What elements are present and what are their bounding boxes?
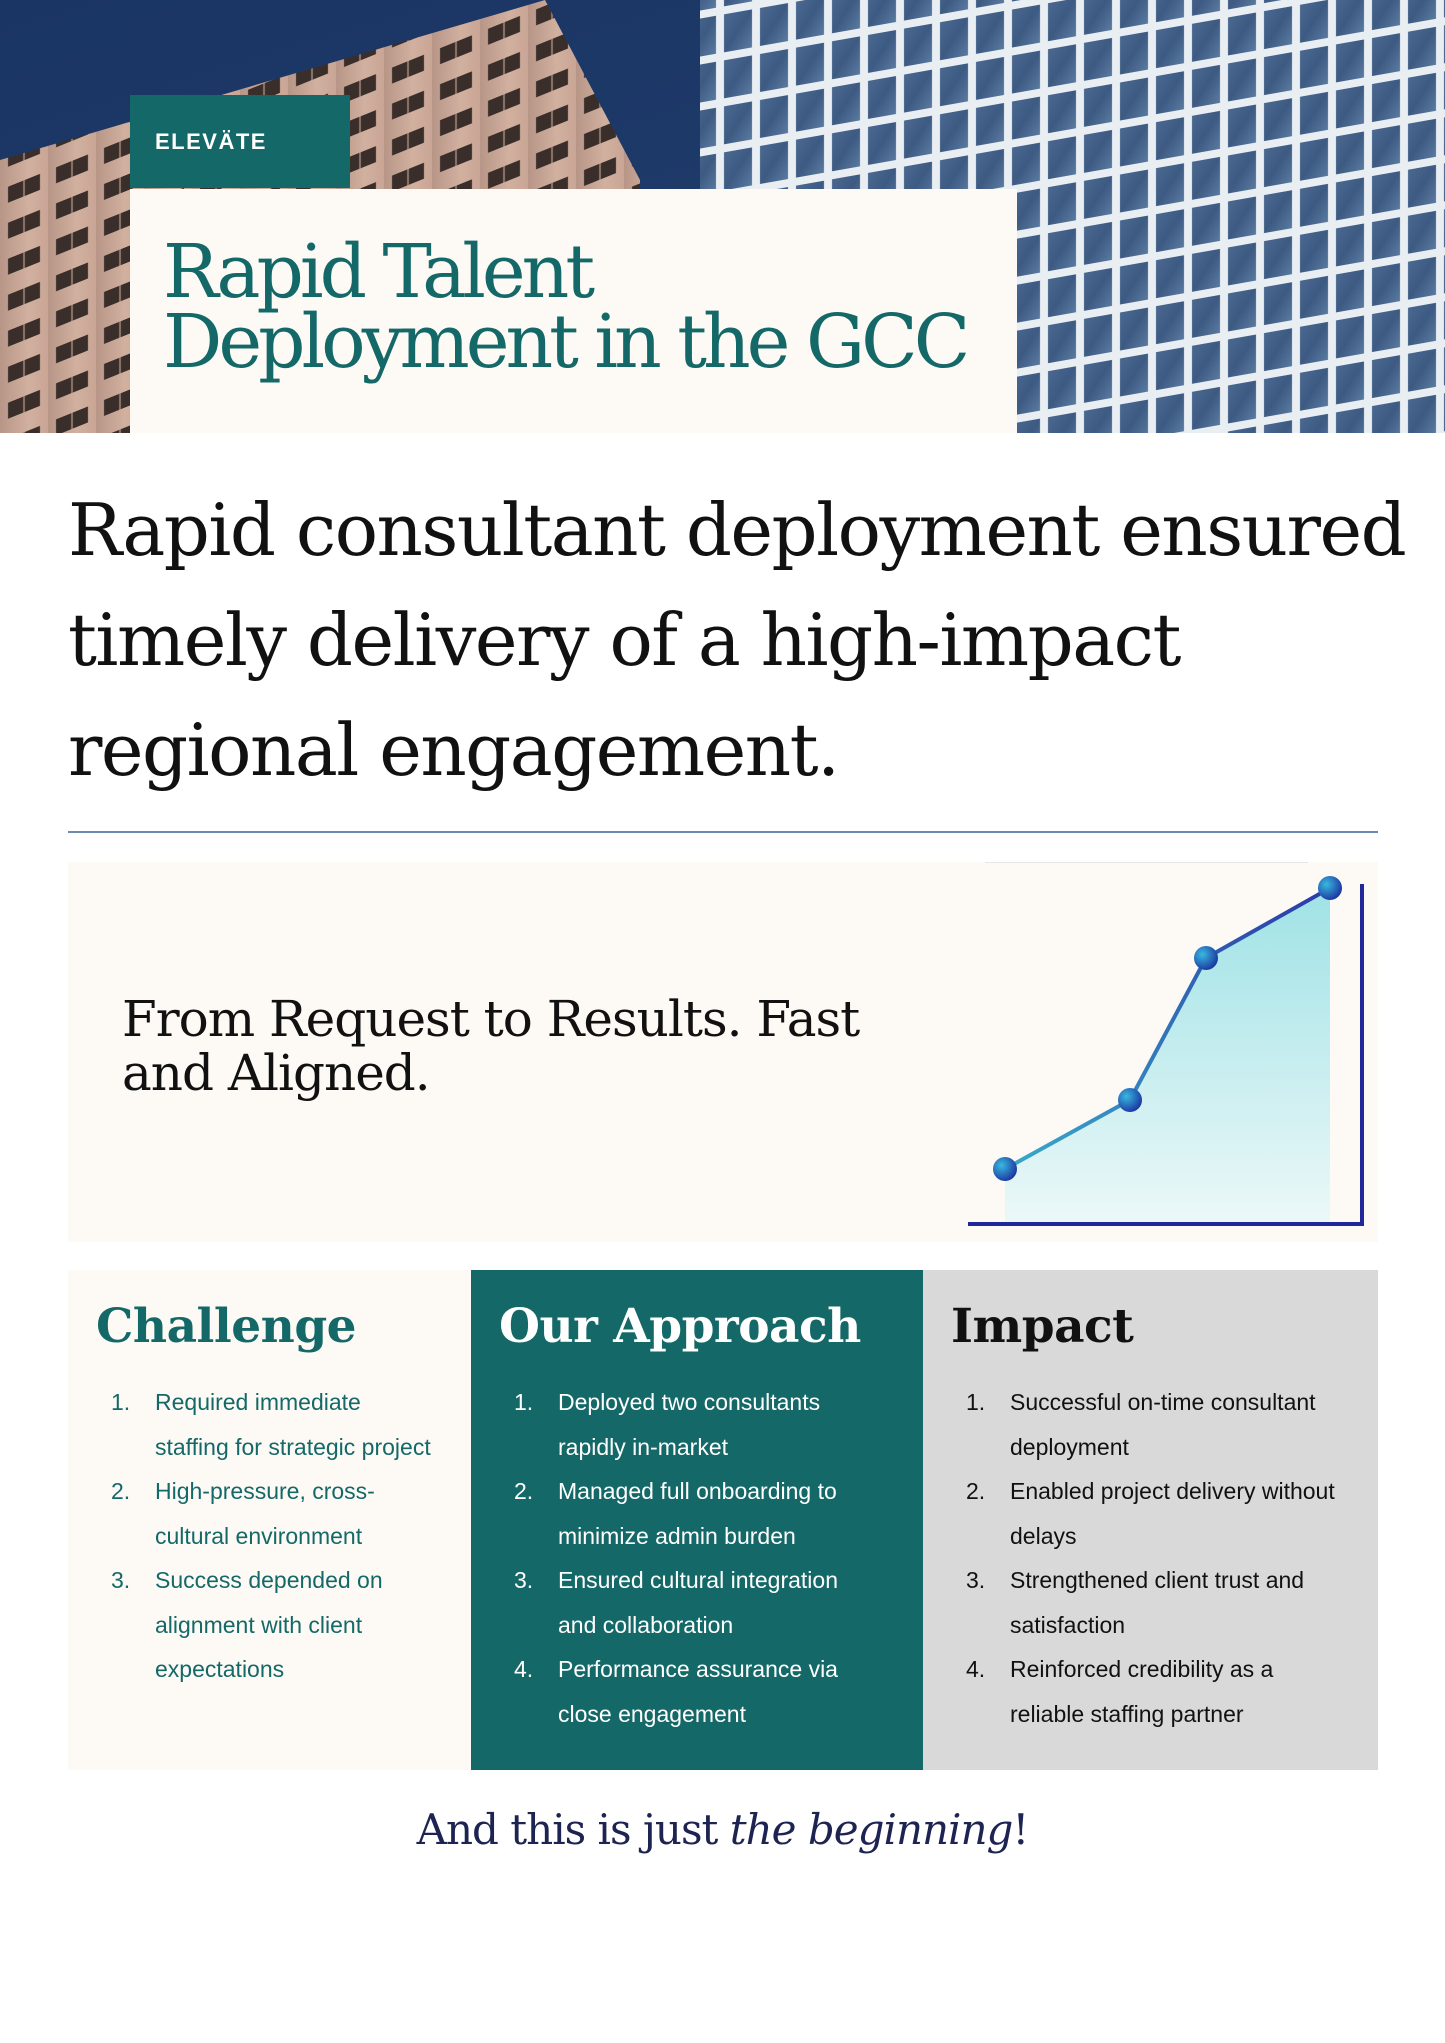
challenge-column — [68, 1270, 471, 1770]
list-text: Managed full onboarding to — [558, 1478, 837, 1504]
list-item — [951, 1558, 1378, 1647]
headline-line: regional engagement. — [68, 708, 839, 792]
headline-line: Rapid consultant deployment ensured — [68, 488, 1406, 572]
list-number: 1. — [966, 1389, 986, 1415]
closing-prefix: And this is just — [416, 1805, 730, 1854]
list-text: cultural environment — [155, 1522, 363, 1549]
list-text: Deployed two consultants — [558, 1389, 821, 1415]
list-item — [951, 1380, 1378, 1469]
list-number: 4. — [966, 1656, 986, 1682]
list-item — [96, 1558, 471, 1692]
list-text: and collaboration — [558, 1611, 734, 1638]
list-item — [951, 1469, 1378, 1558]
challenge-list — [96, 1380, 471, 1692]
list-item — [499, 1469, 923, 1558]
column-title-approach: Our Approach — [499, 1299, 861, 1354]
feature-text-line: From Request to Results. Fast — [122, 990, 860, 1048]
list-number: 2. — [111, 1478, 131, 1504]
page-title-line: Rapid Talent — [163, 229, 592, 315]
list-item — [499, 1558, 923, 1647]
approach-list — [499, 1380, 923, 1736]
list-text: deployment — [1010, 1433, 1129, 1460]
list-number: 1. — [514, 1389, 534, 1415]
list-text: High-pressure, cross- — [155, 1478, 375, 1504]
chart-point — [1318, 876, 1342, 900]
list-text: reliable staffing partner — [1010, 1700, 1244, 1727]
impact-column — [923, 1270, 1378, 1770]
list-text: delays — [1010, 1522, 1077, 1549]
chart-area — [1005, 888, 1330, 1224]
list-number: 2. — [514, 1478, 534, 1504]
title-box — [130, 189, 1017, 433]
column-title-challenge: Challenge — [96, 1299, 357, 1354]
list-text: Required immediate — [155, 1389, 361, 1415]
list-text: close engagement — [558, 1700, 746, 1727]
closing-line — [0, 1800, 1445, 1860]
chart-point — [1118, 1088, 1142, 1112]
list-text: expectations — [155, 1656, 285, 1682]
list-item — [499, 1647, 923, 1736]
chart-point — [993, 1157, 1017, 1181]
list-item — [96, 1469, 471, 1558]
list-number: 1. — [111, 1389, 131, 1415]
list-number: 2. — [966, 1478, 986, 1504]
chart-point — [1194, 946, 1218, 970]
closing-suffix: ! — [1012, 1805, 1029, 1854]
list-text: rapidly in-market — [558, 1433, 728, 1460]
list-number: 3. — [514, 1567, 534, 1593]
list-item — [951, 1647, 1378, 1736]
page-title-line: Deployment in the GCC — [163, 299, 967, 385]
feature-text-line: and Aligned. — [122, 1044, 430, 1102]
list-text: alignment with client — [155, 1611, 363, 1638]
list-text: Success depended on — [155, 1567, 383, 1593]
brand-tag: ELEVÄTE — [130, 95, 350, 188]
closing-emphasis: the beginning — [729, 1805, 1013, 1854]
list-text: Successful on-time consultant — [1010, 1389, 1316, 1415]
growth-line-chart-icon — [68, 862, 1378, 1242]
hero-banner — [0, 0, 1445, 433]
headline-line: timely delivery of a high-impact — [68, 598, 1180, 682]
approach-column — [471, 1270, 923, 1770]
list-text: Strengthened client trust and — [1010, 1567, 1305, 1593]
list-text: Ensured cultural integration — [558, 1567, 838, 1593]
page-title — [163, 229, 1017, 385]
list-text: minimize admin burden — [558, 1522, 796, 1549]
list-number: 3. — [111, 1567, 131, 1593]
list-number: 4. — [514, 1656, 534, 1682]
section-divider — [68, 831, 1378, 833]
list-text: staffing for strategic project — [155, 1433, 431, 1460]
column-title-impact: Impact — [951, 1299, 1134, 1354]
headline — [68, 475, 1406, 805]
list-text: satisfaction — [1010, 1611, 1126, 1638]
list-text: Performance assurance via — [558, 1656, 838, 1682]
list-number: 3. — [966, 1567, 986, 1593]
impact-list — [951, 1380, 1378, 1736]
list-text: Enabled project delivery without — [1010, 1478, 1335, 1504]
list-item — [96, 1380, 471, 1469]
feature-panel — [68, 862, 1378, 1242]
list-text: Reinforced credibility as a — [1010, 1656, 1274, 1682]
list-item — [499, 1380, 923, 1469]
